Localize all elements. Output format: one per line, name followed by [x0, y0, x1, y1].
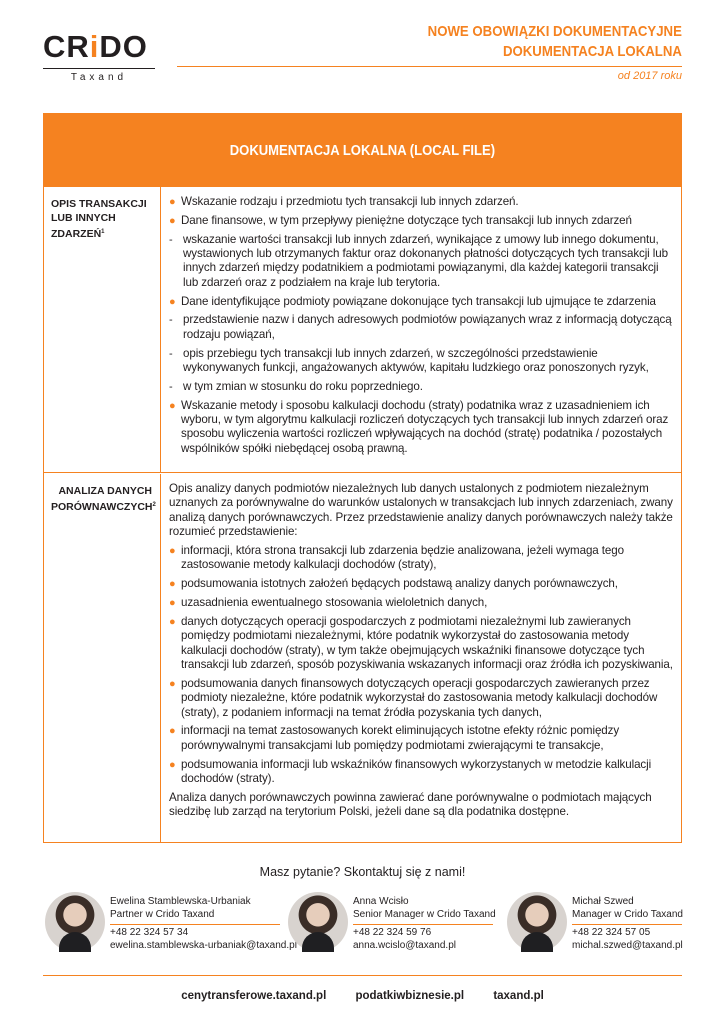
local-file-table	[43, 113, 682, 843]
bullet-icon: ●	[169, 758, 176, 771]
list-item: ● informacji, która strona transakcji lub zdarzenia będzie analizowana, jeżeli wymaga tego zastosowanie metody kalkulacji dochodów (straty),	[169, 544, 624, 572]
dash-icon: -	[169, 314, 173, 327]
contact-info	[110, 896, 297, 952]
table-title: DOKUMENTACJA LOKALNA (LOCAL FILE)	[229, 142, 496, 159]
contact-role: Senior Manager w Crido Taxand	[353, 908, 496, 920]
contact-info	[353, 896, 496, 952]
contact-role: Partner w Crido Taxand	[110, 908, 215, 920]
bullet-icon: ●	[169, 725, 176, 738]
document-title: NOWE OBOWIĄZKI DOKUMENTACYJNE DOKUMENTACJA LOKALNA	[427, 23, 682, 60]
contact-phone[interactable]: +48 22 324 57 05	[572, 927, 651, 938]
bullet-icon: ●	[169, 214, 176, 227]
list-item: ● uzasadnienia ewentualnego stosowania wieloletnich danych,	[169, 596, 488, 610]
contact-divider	[110, 924, 280, 925]
list-item: - przedstawienie nazw i danych adresowych podmiotów powiązanych wraz z informacją dotyczącą rodzaju powiązań,	[169, 313, 672, 341]
contact-name: Anna Wcisło	[353, 896, 409, 907]
dash-icon: -	[169, 380, 173, 393]
outro-paragraph: Analiza danych porównawczych powinna zawierać dane porównywalne o podmiotach mających siedzibę lub zarząd na terytorium Polski, jeżeli dane są dla podatnika dostępne.	[169, 790, 652, 819]
contact-email[interactable]: michal.szwed@taxand.pl	[572, 939, 683, 951]
contact-info	[572, 896, 682, 952]
list-item: ● podsumowania istotnych założeń będących podstawą analizy danych porównawczych,	[169, 577, 618, 591]
contact-divider	[353, 924, 493, 925]
contact-role: Manager w Crido Taxand	[572, 908, 683, 920]
list-item: ● Wskazanie rodzaju i przedmiotu tych transakcji lub innych zdarzeń.	[169, 195, 519, 208]
dash-icon: -	[169, 233, 173, 246]
list-item: - opis przebiegu tych transakcji lub innych zdarzeń, w szczególności przedstawienie wykonywanych funkcji, angażowanych aktywów, kapitału ludzkiego oraz ponoszonych ryzyk,	[169, 346, 649, 375]
footer-link-podatkiwbiznesie[interactable]: podatkiwbiznesie.pl	[355, 990, 465, 1002]
list-item: ● Dane finansowe, w tym przepływy pieniężne dotyczące tych transakcji lub innych zdarzeń	[169, 213, 632, 227]
contact-email[interactable]: anna.wcislo@taxand.pl	[353, 939, 456, 951]
bullet-icon: ●	[169, 615, 176, 628]
table-row	[44, 474, 681, 842]
avatar	[288, 892, 348, 952]
bullet-icon: ●	[169, 578, 176, 591]
list-item: - w tym zmian w stosunku do roku poprzedniego.	[169, 379, 423, 393]
contact-heading: Masz pytanie? Skontaktuj się z nami!	[259, 865, 466, 879]
avatar	[45, 892, 105, 952]
contact-phone[interactable]: +48 22 324 57 34	[110, 927, 189, 938]
footer-divider	[43, 975, 682, 976]
table-header	[44, 114, 681, 187]
logo-subtitle: Taxand	[70, 72, 128, 83]
contact-email[interactable]: ewelina.stamblewska-urbaniak@taxand.pl	[110, 939, 297, 951]
contact-name: Michał Szwed	[572, 896, 634, 907]
contact-divider	[572, 924, 682, 925]
intro-paragraph: Opis analizy danych podmiotów niezależnych lub danych ustalonych z podmiotem niezależnym uznanych za porównywalne do warunków ustalonych w transakcjach lub innych zdarzeniach, zwany analizą danych porównawczych. Przez przedstawienie analizy danych porównawczych należy także rozumieć przedstawienie:	[169, 482, 673, 539]
avatar	[507, 892, 567, 952]
header-divider	[177, 66, 682, 67]
document-subtitle: od 2017 roku	[617, 70, 682, 82]
list-item: ● Wskazanie metody i sposobu kalkulacji dochodu (straty) podatnika wraz z uzasadnieniem ich wyboru, w tym algorytmu kalkulacji rozliczeń dotyczących tych transakcji lub innych zdarzeń oraz sposobu wyliczenia wartości rozliczeń wpływających na dochód (stratę) podatnika / pozostałych wspólników spółki niebędącej osobą prawną.	[169, 398, 669, 455]
bullet-icon: ●	[169, 399, 176, 412]
list-item: ● podsumowania danych finansowych dotyczących operacji gospodarczych zawieranych przez podmioty niezależne, które podatnik wykorzystał do zastosowania metody kalkulacji dochodów (straty), z podaniem informacji na temat źródła pozyskania tych danych,	[169, 676, 658, 719]
list-item: ● Dane identyfikujące podmioty powiązane dokonujące tych transakcji lub ujmujące te zdarzenia	[169, 294, 656, 308]
dash-icon: -	[169, 347, 173, 360]
footer-links	[0, 990, 725, 1002]
bullet-icon: ●	[169, 196, 176, 208]
footer-link-taxand[interactable]: taxand.pl	[493, 990, 544, 1002]
logo-wordmark: CRiDO	[43, 29, 148, 64]
row-content	[161, 474, 681, 842]
row-label: OPIS TRANSAKCJI LUB INNYCH ZDARZEŃ$^1$	[44, 187, 161, 472]
row-label: ANALIZA DANYCH PORÓWNAWCZYCH$^2$	[44, 474, 161, 842]
bullet-icon: ●	[169, 597, 176, 610]
bullet-icon: ●	[169, 545, 176, 558]
crido-logo	[43, 30, 158, 85]
list-item: ● podsumowania informacji lub wskaźników finansowych wykorzystanych w metodzie kalkulacji dochodów (straty).	[169, 757, 652, 786]
footer-link-cenytransferowe[interactable]: cenytransferowe.taxand.pl	[181, 990, 327, 1002]
bullet-icon: ●	[169, 295, 176, 308]
list-item: ● informacji na temat zastosowanych korekt eliminujących istotne efekty różnic pomiędzy porównywalnymi transakcjami lub pomiędzy podmiotami zwierającymi te transakcje,	[169, 724, 620, 752]
contact-phone[interactable]: +48 22 324 59 76	[353, 927, 432, 938]
list-item: ● danych dotyczących operacji gospodarczych z podmiotami niezależnymi lub zawieranych pomiędzy podmiotami niezależnymi, które podatnik wykorzystał do zastosowania metody kalkulacji dochodów (straty), w tym także obejmujących wskaźniki finansowe dotyczące tych transakcji lub zdarzeń, sposób pozyskiwania wskazanych informacji oraz źródła ich pozyskiwania,	[169, 614, 673, 672]
contact-name: Ewelina Stamblewska-Urbaniak	[110, 896, 251, 907]
table-row	[44, 187, 681, 473]
row-content	[161, 187, 681, 472]
bullet-icon: ●	[169, 677, 176, 690]
list-item: - wskazanie wartości transakcji lub innych zdarzeń, wynikające z umowy lub innego dokumentu, wystawionych lub otrzymanych faktur oraz dokonanych płatności dotyczących tych transakcji lub innych zdarzeń między podatnikiem a podmiotami powiązanymi, dla każdej kategorii transakcji lub zdarzeń oraz z podziałem na kraje lub terytoria.	[169, 232, 668, 289]
logo-divider	[43, 68, 155, 69]
